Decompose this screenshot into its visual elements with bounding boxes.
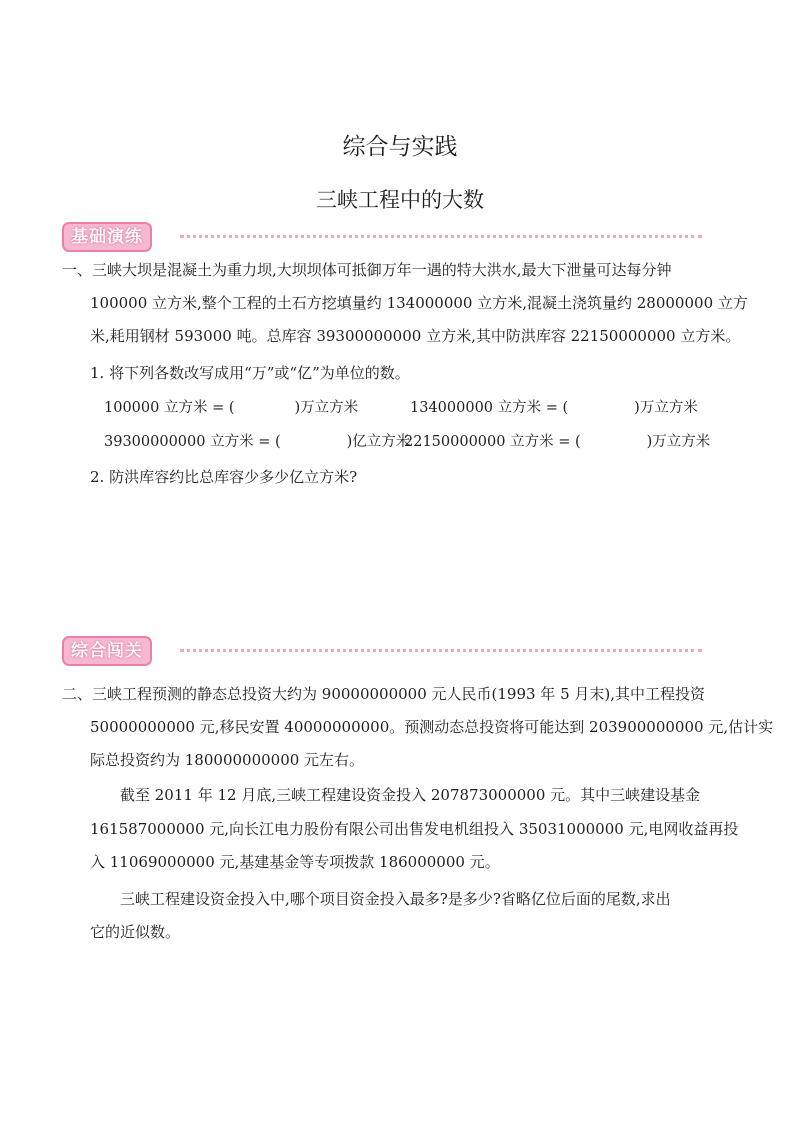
section-header-challenge [62, 636, 702, 664]
conversion-item [104, 396, 358, 417]
problem2-line: 截至 2011 年 12 月底,三峡工程建设资金投入 207873000000 元。其中三峡建设基金 [120, 786, 701, 804]
conversion-right: )万立方米 [634, 400, 698, 416]
problem2-question: 它的近似数。 [90, 923, 181, 941]
conversion-item [404, 430, 710, 451]
problem2-line: 入 11069000000 元,基建基金等专项拨款 186000000 元。 [90, 853, 500, 871]
conversion-left: 22150000000 立方米 = ( [404, 434, 581, 450]
page-subtitle: 三峡工程中的大数 [316, 188, 484, 212]
conversion-right: )亿立方米 [346, 434, 411, 450]
dotted-divider [180, 649, 702, 652]
question-1: 1. 将下列各数改写成用“万”或“亿”为单位的数。 [90, 364, 410, 382]
conversion-left: 134000000 立方米 = ( [410, 400, 569, 416]
conversion-right: )万立方米 [646, 434, 711, 450]
problem2-line: 161587000000 元,向长江电力股份有限公司出售发电机组投入 35031000000 元,电网收益再投 [90, 820, 739, 838]
problem2-question: 三峡工程建设资金投入中,哪个项目资金投入最多?是多少?省略亿位后面的尾数,求出 [120, 890, 671, 908]
problem1-line: 100000 立方米,整个工程的土石方挖填量约 134000000 立方米,混凝土浇筑量约 28000000 立方 [90, 294, 748, 312]
conversion-left: 39300000000 立方米 = ( [104, 434, 281, 450]
section-badge-basic: 基础演练 [62, 222, 152, 252]
problem2-line: 二、三峡工程预测的静态总投资大约为 90000000000 元人民币(1993 年 5 月末),其中工程投资 [62, 685, 706, 703]
dotted-divider [180, 235, 702, 238]
section-header-basic [62, 222, 702, 250]
section-badge-challenge: 综合闯关 [62, 636, 152, 666]
problem2-line: 际总投资约为 180000000000 元左右。 [90, 751, 365, 769]
question-2: 2. 防洪库容约比总库容少多少亿立方米? [90, 468, 358, 486]
conversion-item [410, 396, 698, 417]
page-title: 综合与实践 [342, 134, 458, 160]
problem1-line: 一、三峡大坝是混凝土为重力坝,大坝坝体可抵御万年一遇的特大洪水,最大下泄量可达每分钟 [62, 261, 672, 279]
problem1-line: 米,耗用钢材 593000 吨。总库容 39300000000 立方米,其中防洪库容 22150000000 立方米。 [90, 327, 741, 345]
conversion-item [104, 430, 410, 451]
conversion-left: 100000 立方米 = ( [104, 400, 235, 416]
conversion-right: )万立方米 [294, 400, 359, 416]
problem2-line: 50000000000 元,移民安置 40000000000。预测动态总投资将可能达到 203900000000 元,估计实 [90, 718, 774, 736]
